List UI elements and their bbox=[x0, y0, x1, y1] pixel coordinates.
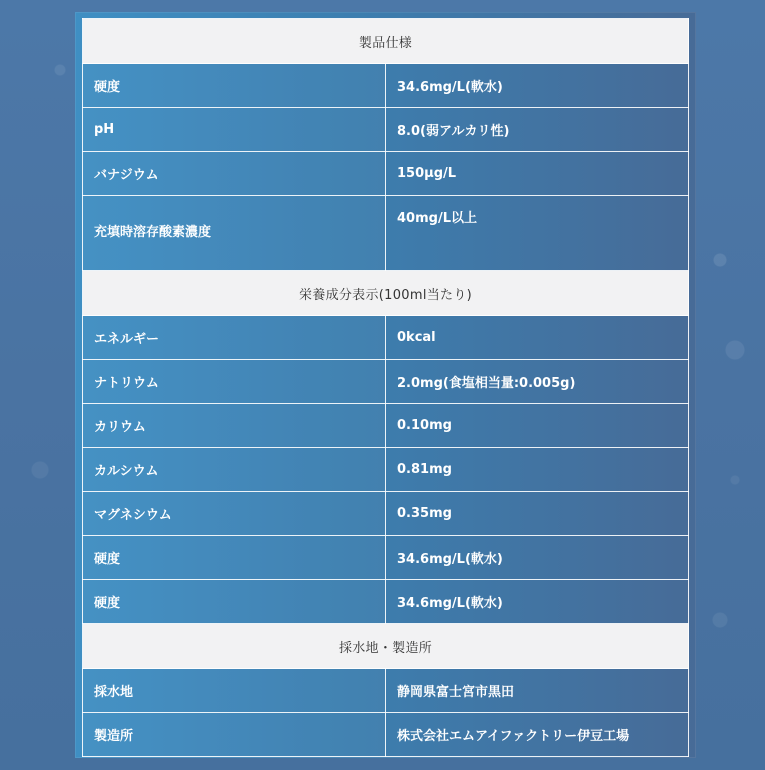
row-value: 0.10mg bbox=[386, 404, 689, 448]
section-title: 製品仕様 bbox=[83, 19, 689, 64]
section-header-nutrition bbox=[83, 271, 689, 316]
row-value: 0.35mg bbox=[386, 492, 689, 536]
table-row bbox=[83, 448, 689, 492]
row-label: pH bbox=[83, 108, 386, 152]
table-row bbox=[83, 64, 689, 108]
row-value: 0kcal bbox=[386, 316, 689, 360]
row-label: カリウム bbox=[83, 404, 386, 448]
section-header-product-spec bbox=[83, 19, 689, 64]
row-label: マグネシウム bbox=[83, 492, 386, 536]
table-row bbox=[83, 196, 689, 271]
table-row bbox=[83, 492, 689, 536]
row-label: 硬度 bbox=[83, 580, 386, 624]
row-label: 採水地 bbox=[83, 669, 386, 713]
row-value: 40mg/L以上 bbox=[386, 196, 689, 271]
row-value: 8.0(弱アルカリ性) bbox=[386, 108, 689, 152]
row-label: 充填時溶存酸素濃度 bbox=[83, 196, 386, 271]
section-title: 栄養成分表示(100ml当たり) bbox=[83, 271, 689, 316]
table-row bbox=[83, 360, 689, 404]
row-value: 株式会社エムアイファクトリー伊豆工場 bbox=[386, 713, 689, 757]
row-value: 150μg/L bbox=[386, 152, 689, 196]
row-value: 0.81mg bbox=[386, 448, 689, 492]
row-label: エネルギー bbox=[83, 316, 386, 360]
table-row bbox=[83, 580, 689, 624]
row-value: 34.6mg/L(軟水) bbox=[386, 64, 689, 108]
row-value: 34.6mg/L(軟水) bbox=[386, 536, 689, 580]
product-spec-table bbox=[82, 18, 689, 757]
section-header-source-factory bbox=[83, 624, 689, 669]
row-label: 製造所 bbox=[83, 713, 386, 757]
table-row bbox=[83, 536, 689, 580]
table-row bbox=[83, 404, 689, 448]
table-row bbox=[83, 713, 689, 757]
table-row bbox=[83, 316, 689, 360]
table-row bbox=[83, 152, 689, 196]
row-label: ナトリウム bbox=[83, 360, 386, 404]
table-row bbox=[83, 108, 689, 152]
row-label: 硬度 bbox=[83, 536, 386, 580]
spec-panel bbox=[75, 12, 696, 758]
row-value: 静岡県富士宮市黒田 bbox=[386, 669, 689, 713]
table-row bbox=[83, 669, 689, 713]
row-value: 34.6mg/L(軟水) bbox=[386, 580, 689, 624]
row-label: 硬度 bbox=[83, 64, 386, 108]
row-label: カルシウム bbox=[83, 448, 386, 492]
row-value: 2.0mg(食塩相当量:0.005g) bbox=[386, 360, 689, 404]
section-title: 採水地・製造所 bbox=[83, 624, 689, 669]
row-label: バナジウム bbox=[83, 152, 386, 196]
